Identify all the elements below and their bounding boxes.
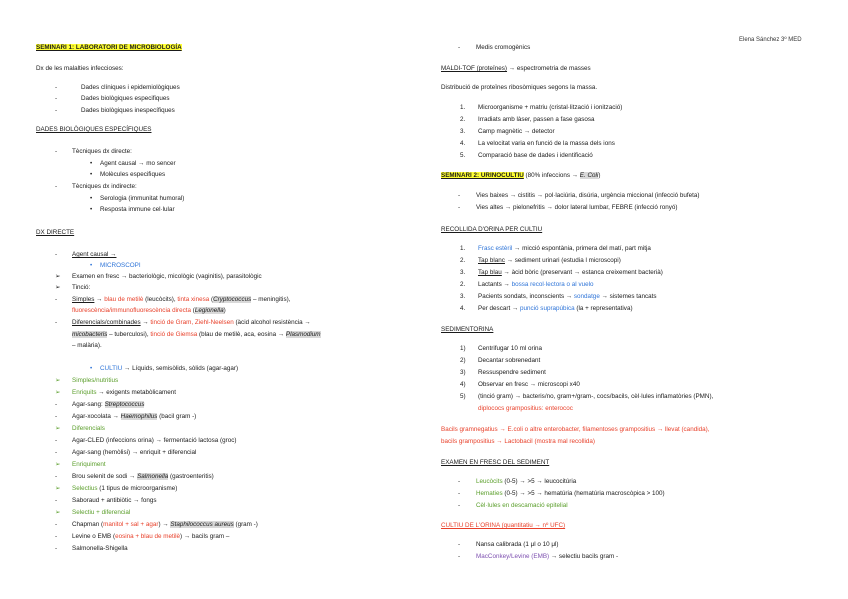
maldi-tof: MALDI-TOF (proteïnes) → espectrometria de masses — [441, 65, 591, 72]
recollida-item: 4. Per descart → punció suprapúbica (la + representativa) — [460, 305, 633, 312]
tincio-diferencials-cont: micobacteris – tuberculosi), tinció de Giemsa (blau de metilè, aca, eosina → Plasmodium — [72, 331, 321, 338]
sediment-step: 4) Observar en fresc → microscopi x40 — [460, 381, 580, 388]
examen-fresc: ➢ Examen en fresc → bacteriològic, micològic (vaginitis), parasitològic — [55, 273, 262, 280]
medi-selectiu-diferencial: ➢ Selectiu + diferencial — [55, 509, 131, 516]
sediment-step: 1) Centrifugar 10 ml orina — [460, 345, 543, 352]
ti-item: • Serologia (immunitat humoral) — [90, 195, 185, 202]
hematies: - Hematies (0-5) → >5 → hematúria (hematúria macroscòpica > 100) — [458, 490, 665, 497]
nansa: - Nansa calibrada (1 μl o 10 μl) — [458, 541, 559, 548]
dades-biologiques-title: DADES BIOLÒGIQUES ESPECÍFIQUES — [36, 126, 152, 133]
dx-item: - Dades biològiques inespecífiques — [55, 107, 175, 114]
chapman: - Chapman (manitol + sal + agar) → Staphilococcus aureus (gram -) — [55, 521, 258, 528]
tincio-diferencials: - Diferencials/combinades → tinció de Gram, Ziehl-Neelsen (àcid alcohol resistència → — [55, 319, 311, 326]
td-item: • Agent causal → mo sencer — [90, 160, 176, 167]
dx-item: - Dades biològiques especifiques — [55, 95, 170, 102]
examen-fresc-title: EXAMEN EN FRESC DEL SEDIMENT — [441, 459, 550, 466]
vies-baixes: - Vies baixes → cistitis → pol·laciúria, disúria, urgència miccional (infecció bufeta) — [458, 192, 700, 199]
salmonella-shigella: - Salmonella-Shigella — [55, 545, 128, 552]
cultiu-heading: • CULTIU → Líquids, semisòlids, sòlids (agar-agar) — [90, 365, 239, 372]
tecniques-indirecte: - Tècniques dx indirecte: — [55, 183, 137, 190]
distribucio: Distribució de proteïnes ribosòmiques segons la massa. — [441, 84, 598, 91]
medi-diferencials: ➢ Diferencials — [55, 425, 105, 432]
vies-altes: - Vies altes → pielonefritis → dolor lateral lumbar, FEBRE (infecció ronyó) — [458, 204, 678, 211]
medi-simples: ➢ Simples/nutritius — [55, 377, 119, 384]
maldi-step: 1. Microorganisme + matriu (cristal·lització i ionització) — [460, 104, 623, 111]
maldi-step: 2. Irradiats amb làser, passen a fase gasosa — [460, 116, 595, 123]
bacils-note-2: bacils grampositius → Lactobacil (mostra mal recollida) — [441, 438, 595, 445]
medi-enriquits: ➢ Enriquits → exigents metabòlicament — [55, 389, 176, 396]
medi-enriquiment: ➢ Enriquiment — [55, 461, 106, 468]
dx-directe-title: DX DIRECTE — [36, 229, 75, 236]
recollida-item: 3. Pacients sondats, inconscients → sondatge → sistemes tancats — [460, 293, 657, 300]
sediment-step: 3) Ressuspendre sediment — [460, 369, 546, 376]
levine-emb: - Levine o EMB (eosina + blau de metilè) → bacils gram – — [55, 533, 230, 540]
seminar-1-title: SEMINARI 1: LABORATORI DE MICROBIOLOGÍA — [36, 44, 182, 51]
maldi-step: 4. La velocitat varia en funció de la massa dels ions — [460, 140, 615, 147]
seminar-2-title: SEMINARI 2: URINOCULTIU (80% infeccions → E. Coli) — [441, 172, 601, 179]
recollida-item: 3. Tap blau → àcid bòric (preservant → estanca creixement bacterià) — [460, 269, 663, 276]
leucocits: - Leucòcits (0-5) → >5 → leucocitúria — [458, 478, 577, 485]
ti-item: • Resposta immune cel·lular — [90, 206, 175, 213]
recollida-title: RECOLLIDA D'ORINA PER CULTIU — [441, 226, 543, 233]
tincio: ➢ Tinció: — [55, 284, 91, 291]
recollida-item: 2. Lactants → bossa recol·lectora o al vuelo — [460, 281, 594, 288]
saboraud: - Saboraud + antibiòtic → fongs — [55, 497, 157, 504]
dx-intro: Dx de les malalties infeccioses: — [36, 65, 124, 72]
cel-lules: - Cèl·lules en descamació epitelial — [458, 502, 568, 509]
dx-item: - Dades clíniques i epidemiològiques — [55, 84, 180, 91]
agar-xocolata: - Agar-xocolata → Haemophilus (bacil gram -) — [55, 413, 197, 420]
sediment-step: 5) (tinció gram) → bacteris/no, gram+/gram-, cocs/bacils, cèl·lules inflamatòries (PMN), — [460, 393, 714, 400]
tincio-simples: - Simples → blau de metilè (leucòcits), tinta xinesa (Cryptococcus – meningitis), — [55, 296, 291, 303]
tincio-simples-cont: fluorescència/immunofluorescència directa (Legionella) — [72, 307, 226, 314]
sedimentorina-title: SEDIMENTORINA — [441, 326, 494, 333]
bacils-note-1: Bacils gramnegatius → E.coli o altre enterobacter, filamentoses grampositius → llevat (candida), — [441, 426, 710, 433]
agar-sang: - Agar-sang: Streptococcus — [55, 401, 145, 408]
medis-cromogenics: - Medis cromogènics — [458, 44, 531, 51]
maldi-step: 3. Camp magnètic → detector — [460, 128, 555, 135]
agent-causal: - Agent causal → — [55, 251, 117, 258]
cultiu-orina-title: CULTIU DE L'ORINA (quantitatiu → nº UFC) — [441, 522, 566, 529]
brou-selenit: - Brou selenit de sodi → Salmonella (gastroenteritis) — [55, 473, 214, 480]
microscopi-heading: • MICROSCOPI — [90, 262, 141, 269]
recollida-item: 1. Frasc estèril → micció espontània, primera del matí, part mitja — [460, 245, 651, 252]
agar-sang-hemolisi: - Agar-sang (hemòlisi) → enriquit + diferencial — [55, 449, 197, 456]
tincio-diferencials-cont2: – malària). — [72, 342, 102, 349]
td-item: • Molècules especifiques — [90, 171, 166, 178]
medi-selectius: ➢ Selectius (1 tipus de microorganisme) — [55, 485, 178, 492]
maldi-step: 5. Comparació base de dades i identificació — [460, 152, 593, 159]
agar-cled: - Agar-CLED (infeccions orina) → fermentació lactosa (groc) — [55, 437, 237, 444]
sediment-step: 2) Decantar sobrenedant — [460, 357, 541, 364]
macconkey: - MacConkey/Levine (EMB) → selectiu bacils gram - — [458, 553, 619, 560]
sediment-note: diplococs grampositius: enterococ — [478, 405, 573, 412]
recollida-item: 2. Tap blanc → sediment urinari (estudia l microscopi) — [460, 257, 621, 264]
tecniques-directe: - Tècniques dx directe: — [55, 148, 132, 155]
author-name: Elena Sánchez 3º MED — [739, 37, 802, 43]
